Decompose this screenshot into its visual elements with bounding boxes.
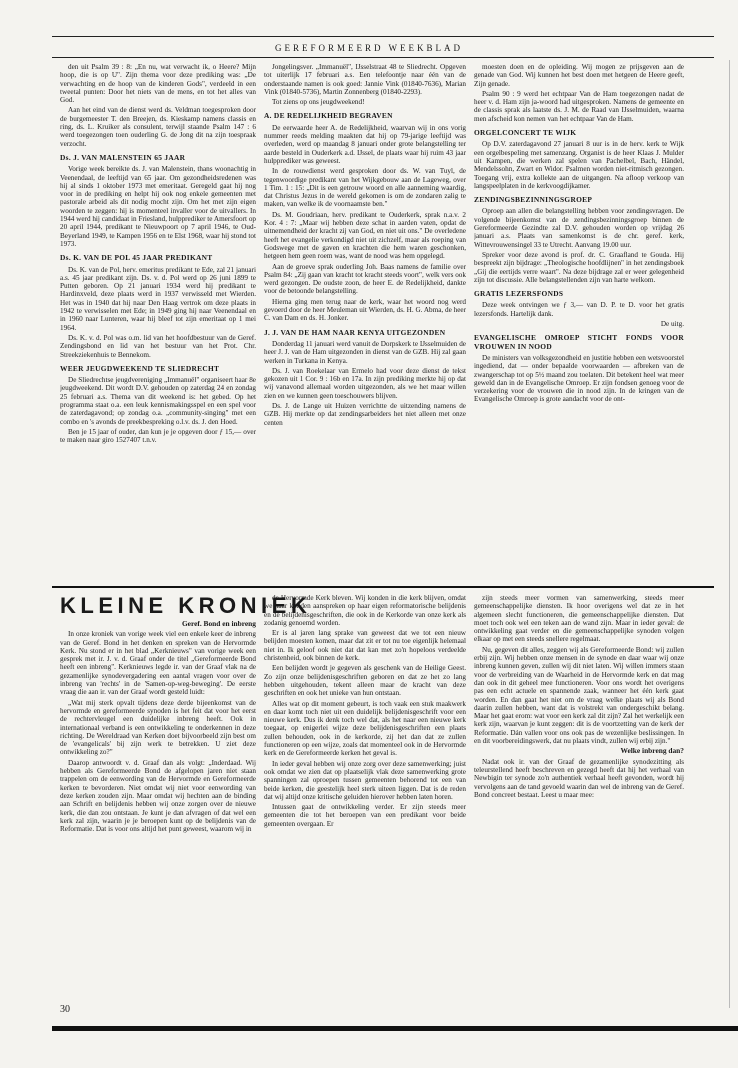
bottom-bar bbox=[52, 1026, 738, 1031]
paragraph: Tot ziens op ons jeugdweekend! bbox=[272, 98, 365, 107]
paragraph: Ds. J. de Lange uit Huizen verrichtte de uitzending namens de GZB. Hij merkte op dat zendingsarbeiders het niet alleen met onze centen bbox=[264, 401, 466, 427]
column-2 bbox=[264, 63, 466, 585]
paragraph: moesten doen en de opleiding. Wij mogen ze prijsgeven aan de genade van God. Wij kunnen het best doen met hetgeen de Heere geeft, Zijn genade. bbox=[474, 63, 684, 88]
paragraph: Vorige week bereikte ds. J. van Malenstein, thans woonachtig in Veenendaal, de leeftijd van 65 jaar. Om gezondheidsredenen was hij al sinds 1 oktober 1973 met emeritaat. Geregeld gaat hij nog voor in de prediking en helpt hij ook nog enkele gemeenten met pastorale arbeid als dit nodig mocht zijn. Om het met zijn eigen woorden te zeggen: hij is momenteel invaller voor de uitvallers. In 1944 werd hij candidaat in Friesland, hulpprediker te Amersfoort op 20 april 1944, predikant te Nieuwpoort op 7 april 1946, te Oud-Beyerland 1949, te Kampen 1956 en te Elst 1968, waar hij stond tot 1973. bbox=[60, 165, 256, 248]
section-title: KLEINE KRONIEK bbox=[60, 593, 312, 618]
paragraph: Intussen gaat de ontwikkeling verder. Er zijn steeds meer gemeenten die tot het beroepen van een predikant voor beide gemeenten overgaan. Er bbox=[264, 803, 466, 828]
paragraph: De ministers van volksgezondheid en justitie hebben een wetsvoorstel ingediend, dat — onder bepaalde voorwaarden — afbreken van de zwangerschap tot op 5½ maand zou toelaten. Dit betekent heel wat meer geweld dan in de Evangelische Omroep. Er zijn fondsen genoeg voor de verzekering voor de vrouwen die in nood zijn. In de kringen van de Evangelische Omroep is grote aandacht voor de ont- bbox=[474, 353, 684, 404]
paragraph: Donderdag 11 januari werd vanuit de Dorpskerk te IJsselmuiden de heer J. J. van de Ham uitgezonden in dienst van de GZB. Hij zal gaan werken in Turkana in Kenya. bbox=[264, 339, 466, 365]
article-heading: A. DE REDELIJKHEID BEGRAVEN bbox=[264, 111, 393, 121]
paragraph: Een belijden wordt je gegeven als geschenk van de Heilige Geest. Zo zijn onze belijdenisgeschriften geboren en dat ze het zo lang hebben uitgehouden, tekent alleen maar de kracht van deze geschriften en ook het unieke van hun ontstaan. bbox=[264, 664, 466, 698]
paragraph: Nadat ook ir. van der Graaf de gezamenlijke synodezitting als teleurstellend heeft beschreven en gezegd heeft dat hij het verhaal van Newbigin ter synode zo'n authentiek verhaal heeft gevonden, wordt hij vervolgens aan de tand gevoeld waarin dan wel de inbreng van de Geref. Bond concreet bestaat. Leest u maar mee: bbox=[474, 757, 684, 799]
paragraph: de Hervormde Kerk bleven. Wij konden in die kerk blijven, omdat we haar konden aanspreken op haar eigen reformatorische belijdenis en de belijdenisgeschriften, die ook in de Kerkorde van onze kerk als zodanig genoemd worden. bbox=[264, 594, 466, 627]
paragraph: Spreker voor deze avond is prof. dr. C. Graafland te Gouda. Hij bespreekt zijn bijdrage: „Theologische hoofdlijnen" in het zendingsboek „Gij die eertijds verre waart". Na deze bijdrage zal er weer gelegenheid zijn tot discussie. Alle belangstellenden zijn van harte welkom. bbox=[474, 250, 684, 284]
paragraph: In de rouwdienst werd gesproken door ds. W. van Tuyl, de tegenwoordige predikant van het Wijkgebouw aan de Lageweg, over 1 Tim. 1 : 15: „Dit is een getrouw woord en alle aanneming waardig, dat Christus Jezus in de wereld gekomen is om de zondaren zalig te maken, van welke ik de voornaamste ben." bbox=[264, 167, 466, 209]
paragraph: Ds. K. van de Pol, herv. emeritus predikant te Ede, zal 21 januari a.s. 45 jaar predikant zijn. Ds. v. d. Pol werd op 26 juni 1899 te Putten geboren. Op 21 januari 1934 werd hij predikant te Hardinxveld, deze plaats werd in 1937 verwisseld met Wierden. Het was in 1940 dat hij naar Den Haag vertrok om deze plaats in 1942 te verwisselen met Ede; in 1949 ging hij naar Veenendaal en in 1960 naar Lunteren, waar hij bleef tot zijn emeritaat op 1 mei 1964. bbox=[60, 265, 256, 332]
signature: De uitg. bbox=[660, 320, 684, 329]
subheading: Welke inbreng dan? bbox=[620, 746, 684, 756]
article-heading: WEER JEUGDWEEKEND TE SLIEDRECHT bbox=[60, 363, 220, 373]
article-heading: ORGELCONCERT TE WIJK bbox=[474, 128, 577, 138]
paragraph: Jongelingsver. „Immanuël", IJsselstraat 48 te Sliedrecht. Opgeven tot uiterlijk 17 februari a.s. Een telefoontje naar één van de onderstaande namen is ook goed: Jannie Vink (01840-7636), Marian Vink (01840-5736), Martin Zonnenberg (01840-2293). bbox=[264, 63, 466, 96]
article-heading: GRATIS LEZERSFONDS bbox=[474, 289, 564, 299]
paragraph: Deze week ontvingen we ƒ 3,— van D. P. te D. voor het gratis lezersfonds. Hartelijk dank. bbox=[474, 301, 684, 318]
paragraph: zijn steeds meer vormen van samenwerking, steeds meer gemeenschappelijke diensten. Ik hoor overigens wel dat ze in het algemeen slecht functioneren, die gemeenschappelijke diensten. Dat moet toch ook wel een teken aan de wand zijn. Maar in ieder geval: de ontwikkeling gaat verder en die gemeenschappelijke synoden volgen elkaar op met een steeds snellere regelmaat. bbox=[474, 594, 684, 644]
paragraph: In onze kroniek van vorige week viel een enkele keer de inbreng van de Geref. Bond in het denken en spreken van de Hervormde Kerk. Nu stond er in het blad „Kerknieuws" van vorige week een gesprek met ir. J. v. d. Graaf onder de titel „Gereformeerde Bond heeft een inbreng". Kerknieuws legde ir. van der Graaf vlak na de gezamenlijke synodevergadering een aantal vragen voor over de inbreng van 'rechts' in de 'Samen-op-weg-beweging'. De eerste vraag die aan ir. van der Graaf wordt gesteld luidt: bbox=[60, 630, 256, 697]
kroniek-column-3 bbox=[474, 594, 684, 980]
article-heading: EVANGELISCHE OMROEP STICHT FONDS VOOR VROUWEN IN NOOD bbox=[474, 333, 684, 351]
paragraph: Er is al jaren lang sprake van geweest dat we tot een nieuw belijden moesten komen, maar dat zit er tot nu toe eigenlijk helemaal niet in. Ik geloof ook niet dat dat kan met zo'n hopeloos verdeelde christenheid, ook binnen de kerk. bbox=[264, 629, 466, 663]
paragraph: Ds. M. Goudriaan, herv. predikant te Ouderkerk, sprak n.a.v. 2 Kor. 4 : 7: „Maar wij hebben deze schat in aarden vaten, opdat de uitnemendheid der kracht zij van God, en niet uit ons." De overledene heeft het evangelie verkondigd niet uit zichzelf, maar als roeping van Godswege met de gaven en krachten die hem waren geschonken, hetgeen hem geen roem was, want de nood was hem opgelegd. bbox=[264, 210, 466, 261]
paragraph: Hierna ging men terug naar de kerk, waar het woord nog werd gevoerd door de heer Meuleman uit Wierden, ds. H. G. Abma, de heer C. van Dam en ds. H. Jonker. bbox=[264, 297, 466, 323]
paragraph: De eerwaarde heer A. de Redelijkheid, waarvan wij in ons vorig nummer reeds melding maakten dat hij op 79-jarige leeftijd was overleden, werd op maandag 8 januari onder grote belangstelling ter aarde besteld in Ouderkerk a.d. IJssel, de plaats waar hij ruim 43 jaar hulpprediker was geweest. bbox=[264, 123, 466, 165]
article-heading: ZENDINGSBEZINNINGSGROEP bbox=[474, 195, 593, 205]
article-heading: Ds. K. VAN DE POL 45 JAAR PREDIKANT bbox=[60, 253, 213, 263]
paragraph: Psalm 90 : 9 werd het echtpaar Van de Ham toegezongen nadat de heer v. d. Ham zijn ja-woord had uitgesproken. Namens de gemeente en de classis sprak als laatste ds. J. M. de Raad van IJsselmuiden, waarna men afscheid kon nemen van het echtpaar Van de Ham. bbox=[474, 89, 684, 123]
section-rule bbox=[52, 586, 714, 588]
paragraph: In ieder geval hebben wij onze zorg over deze samenwerking; juist ook omdat we zien dat op plaatselijk vlak deze samenwerking grote spanningen zal oproepen tussen gemeenten behorend tot een van beide kerken, die geestelijk heel sterk uiteen liggen. Dat is de reden dat wij altijd onze kritische geluiden hierover hebben laten horen. bbox=[264, 759, 466, 801]
masthead: GEREFORMEERD WEEKBLAD bbox=[274, 43, 464, 53]
paragraph: Alles wat op dit moment gebeurt, is toch vaak een stuk maakwerk en daar komt toch niet uit een duidelijk belijdenisgeschrift voor een nieuwe kerk. Dus ik denk toch wel dat, als het naar een nieuwe kerk toegaat, op enigerlei wijze deze belijdenisgeschriften een plaats zullen behouden, ook in de kerkorde, zij het dan dat ze zullen functioneren op een wijze, zoals dat momenteel ook in de Hervormde kerk en de Gereformeerde kerken het geval is. bbox=[264, 699, 466, 758]
column-1 bbox=[60, 63, 256, 585]
paragraph: Daarop antwoordt v. d. Graaf dan als volgt: „Inderdaad. Wij hebben als Gereformeerde Bond de afgelopen jaren niet staan trappelen om de eenwording van de Hervormde en Gereformeerde kerken te bevorderen. Niet omdat wij niet voor eenwording van deze kerken zouden zijn. Maar omdat wij hechten aan de binding aan Schrift en belijdenis hebben wij onze zorgen over de nieuwe kerk, die dan zou ontstaan. Je kunt je dan afvragen of dat wel een kerk zal zijn, waarin je je beroepen kunt op de belijdenis van de Reformatie. Dat is voor ons altijd het punt geweest, waarom wij in bbox=[60, 758, 256, 834]
kroniek-column-1 bbox=[60, 620, 256, 980]
kroniek-column-2 bbox=[264, 594, 466, 980]
paragraph: Nu, gegeven dit alles, zeggen wij als Gereformeerde Bond: wij zullen erbij zijn. Wij hebben onze mensen in de synode en daar waar wij onze inbreng kunnen geven, zullen wij dit niet laten. Wij willen immers staan voor de verbreiding van de Waarheid in de Hervormde kerk en dat mag dan ook in dit geheel mee functioneren. Voor ons wordt het overigens pas een echt actuele en spannende zaak, wanneer het één kerk gaat worden. En dan gaat het niet om de vraag welke plaats wij als Bond daarin zullen hebben, want dat is volstrekt van ondergeschikt belang. Maar het gaat erom: wat voor een kerk zal dit zijn? Zal het werkelijk een kerk zijn, waarvan je kunt zeggen: dit is de voortzetting van de kerk der Reformatie. Dán vallen voor ons ook pas de wezenlijke beslissingen. In en dit voorbereidingswerk, dat nu plaats vindt, zullen wij erbij zijn." bbox=[474, 645, 684, 746]
paragraph: Ds. J. van Roekelaar van Ermelo had voor deze dienst de tekst gekozen uit 1 Cor. 9 : 16b en 17a. In zijn prediking merkte hij op dat wij vanavond allemaal worden uitgezonden, als we het maar willen zien en we kunnen geen toeschouwers blijven. bbox=[264, 366, 466, 400]
paragraph: Ben je 15 jaar of ouder, dan kun je je opgeven door ƒ 15,— over te maken naar giro 1527407 t.n.v. bbox=[60, 427, 256, 445]
article-heading: J. J. VAN DE HAM NAAR KENYA UITGEZONDEN bbox=[264, 327, 446, 337]
masthead-rule bbox=[52, 57, 714, 58]
paragraph: Aan de groeve sprak ouderling Joh. Baas namens de familie over Psalm 84: „Zij gaan van kracht tot kracht steeds voort", welk vers ook werd gezongen. De oudste zoon, de heer E. de Redelijkheid, dankte voor de betoonde belangstelling. bbox=[264, 262, 466, 296]
page-edge bbox=[729, 60, 730, 1008]
top-rule bbox=[52, 36, 714, 37]
article-heading: Ds. J. VAN MALENSTEIN 65 JAAR bbox=[60, 152, 186, 162]
paragraph: Oproep aan allen die belangstelling hebben voor zendingsvragen. De volgende bijeenkomst van de zendingsbezinningsgroep binnen de Gereformeerde Gezindte zal D.V. gehouden worden op vrijdag 26 januari a.s. Plaats van samenkomst is de chr. geref. kerk, Wittevrouwensingel 33 te Utrecht. Aanvang 19.00 uur. bbox=[474, 207, 684, 249]
page-number: 30 bbox=[60, 1004, 70, 1015]
paragraph: Op D.V. zaterdagavond 27 januari 8 uur is in de herv. kerk te Wijk een orgelbespeling met samenzang. Organist is de heer Klaas J. Mulder uit Kampen, die werken zal spelen van Pachelbel, Bach, Händel, Mendelssohn, Zwart en Widor. Psalmen worden niet-ritmisch gezongen. Toegang vrij, extra kollekte aan de uitgangen. Na afloop verkoop van langspeelplaten in de kerkvoogdijkamer. bbox=[474, 140, 684, 190]
quote-paragraph: „Wat mij sterk opvalt tijdens deze derde bijeenkomst van de hervormde en gereformeerde synoden is het feit dat voor het eerst de rechtervleugel een duidelijke inbreng heeft. Ook in internationaal verband is een ontwikkeling te onderkennen in deze richting. De Wereldraad van Kerken doet bijvoorbeeld zijn best om de 'evangelicals' bij zijn werk te betrekken. U ziet deze ontwikkeling zo?" bbox=[60, 698, 256, 757]
paragraph: Ds. K. v. d. Pol was o.m. lid van het hoofdbestuur van de Geref. Zendingsbond en lid van het bestuur van het Prot. Chr. Streekziekenhuis te Bennekom. bbox=[60, 333, 256, 359]
paragraph: Aan het eind van de dienst werd ds. Veldman toegesproken door de burgemeester T. den Breejen, ds. Kieskamp namens classis en ring, ds. L. Kruiker als consulent, terwijl staande Psalm 147 : 6 werd toegezongen toen ouderling G. de Jong dit na zijn toespraak verzocht. bbox=[60, 106, 256, 148]
subheading: Geref. Bond en inbreng bbox=[181, 620, 256, 628]
column-3 bbox=[474, 63, 684, 585]
paragraph: De Sliedrechtse jeugdvereniging „Immanuël" organiseert haar 8e jeugdweekend. Dit wordt D.V. gehouden op zaterdag 24 en zondag 25 februari a.s. Thema van dit weekend is: het gebed. Op het programma staat o.a. een leuk kennismakingsspel en een spel voor de zaterdagavond; op zondag o.a. „community-singing" met een combo en 's avonds de preekbespreking o.l.v. ds. J. den Hoed. bbox=[60, 376, 256, 426]
paragraph: den uit Psalm 39 : 8: „En nu, wat verwacht ik, o Heere? Mijn hoop, die is op U". Zijn thema voor deze prediking was: „De verwachting en de hoop van de kinderen Gods", verdeeld in een tweetal punten: Door het niets van de mens, en tot het alles van God. bbox=[60, 63, 256, 105]
